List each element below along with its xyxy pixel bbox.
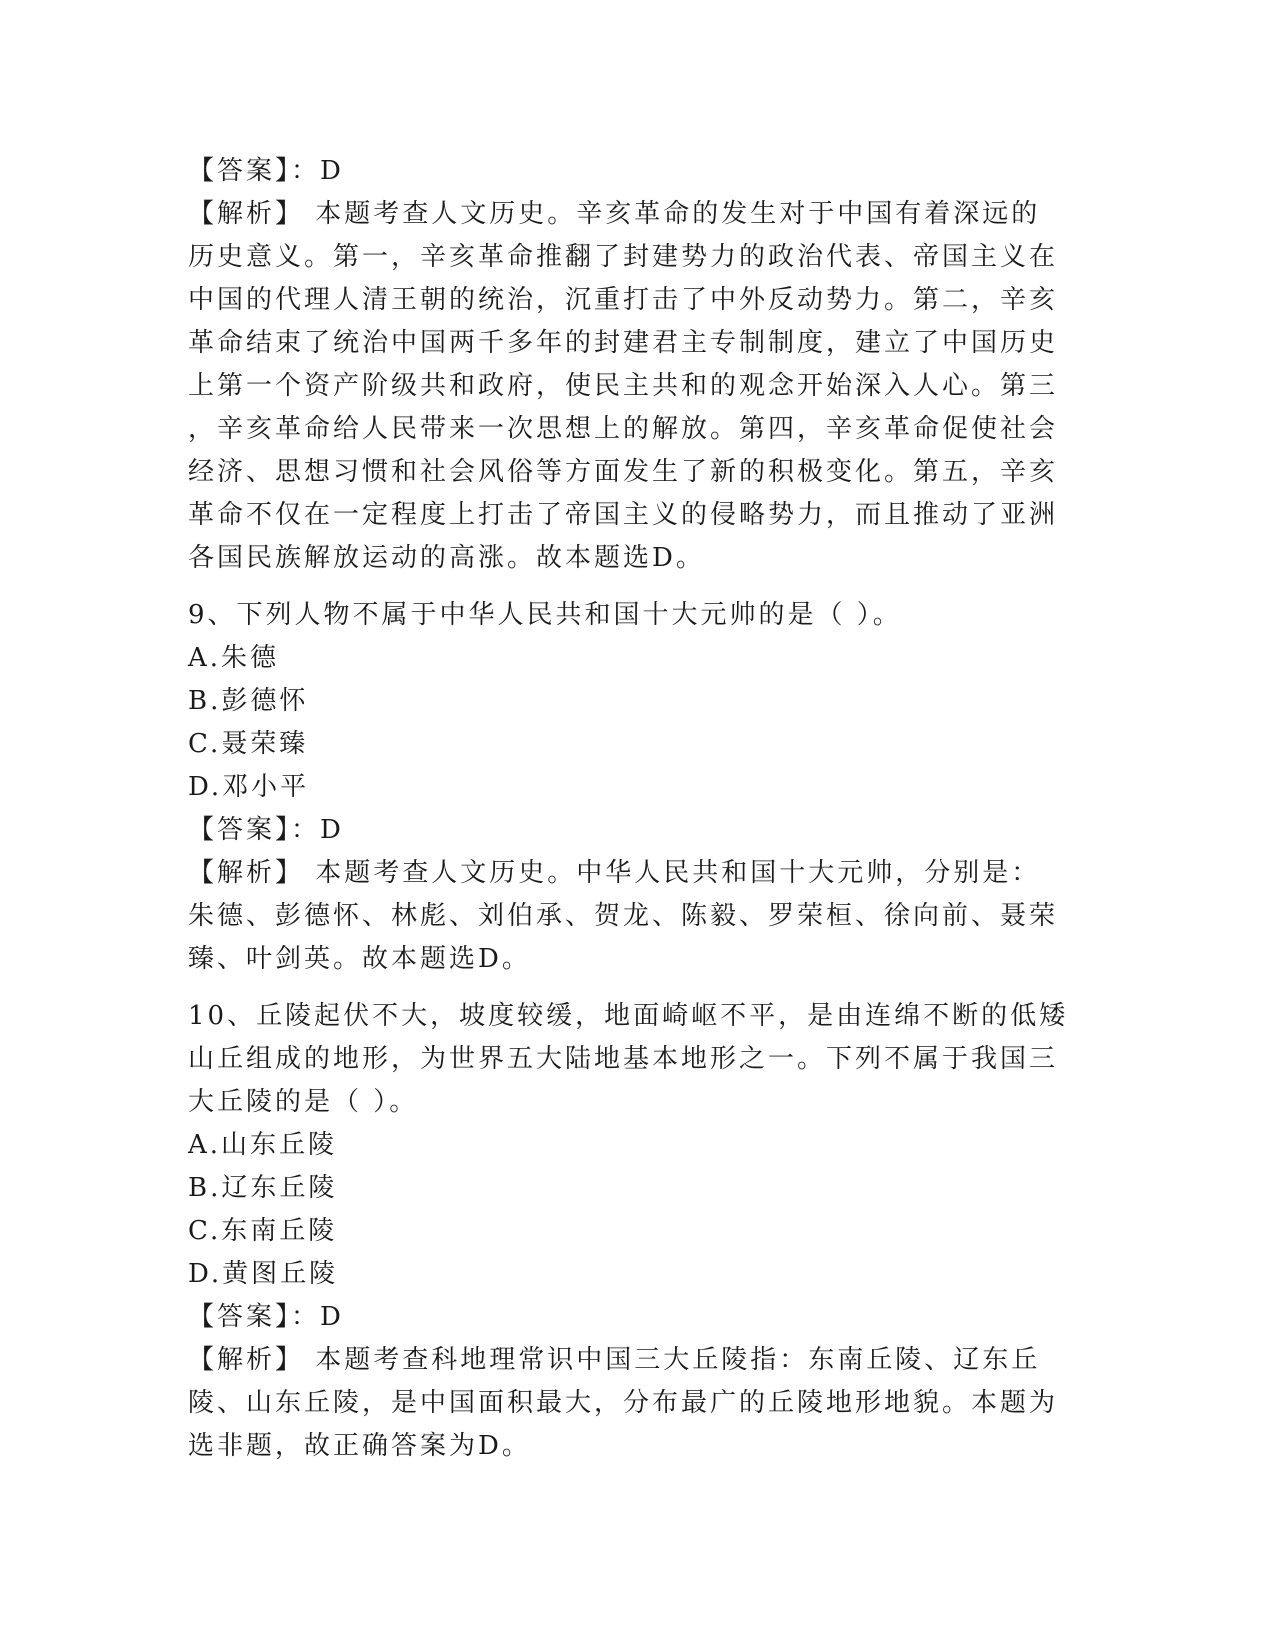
analysis-line: 经济、思想习惯和社会风俗等方面发生了新的积极变化。第五，辛亥: [188, 457, 1059, 487]
analysis-line: 【解析】 本题考查科地理常识中国三大丘陵指：东南丘陵、辽东丘: [188, 1345, 1041, 1375]
analysis-line: 革命结束了统治中国两千多年的封建君主专制制度，建立了中国历史: [188, 328, 1059, 358]
analysis-line: 【解析】 本题考查人文历史。辛亥革命的发生对于中国有着深远的: [188, 199, 1041, 229]
analysis-line: 上第一个资产阶级共和政府，使民主共和的观念开始深入人心。第三: [188, 371, 1059, 401]
analysis-line: 中国的代理人清王朝的统治，沉重打击了中外反动势力。第二，辛亥: [188, 285, 1059, 315]
analysis-line: 朱德、彭德怀、林彪、刘伯承、贺龙、陈毅、罗荣桓、徐向前、聂荣: [188, 901, 1059, 931]
question-text: 大丘陵的是（ ）。: [188, 1087, 419, 1117]
question-text: 山丘组成的地形，为世界五大陆地基本地形之一。下列不属于我国三: [188, 1044, 1059, 1074]
block1: [188, 150, 1068, 580]
analysis-line: 【解析】 本题考查人文历史。中华人民共和国十大元帅，分别是：: [188, 858, 1041, 888]
analysis-line: 选非题，故正确答案为D。: [188, 1431, 531, 1461]
question-text: 9、下列人物不属于中华人民共和国十大元帅的是（ ）。: [188, 600, 902, 630]
spacer: [188, 981, 1068, 995]
analysis-line: ，辛亥革命给人民带来一次思想上的解放。第四，辛亥革命促使社会: [188, 414, 1059, 444]
analysis-line: 臻、叶剑英。故本题选D。: [188, 944, 531, 974]
answer-line: 【答案】：D: [188, 156, 344, 186]
analysis-line: 革命不仅在一定程度上打击了帝国主义的侵略势力，而且推动了亚洲: [188, 500, 1059, 530]
option-c: C.东南丘陵: [188, 1216, 338, 1246]
option-b: B.彭德怀: [188, 686, 309, 716]
analysis-line: 陵、山东丘陵，是中国面积最大，分布最广的丘陵地形地貌。本题为: [188, 1388, 1059, 1418]
spacer: [188, 580, 1068, 594]
question-text: 10、丘陵起伏不大，坡度较缓，地面崎岖不平，是由连绵不断的低矮: [188, 1001, 1069, 1031]
answer-line: 【答案】：D: [188, 815, 344, 845]
question-10: [188, 995, 1068, 1468]
analysis-line: 历史意义。第一，辛亥革命推翻了封建势力的政治代表、帝国主义在: [188, 242, 1059, 272]
analysis-line: 各国民族解放运动的高涨。故本题选D。: [188, 543, 705, 573]
option-b: B.辽东丘陵: [188, 1173, 338, 1203]
document-page: [188, 150, 1068, 1468]
option-d: D.邓小平: [188, 772, 310, 802]
option-a: A.朱德: [188, 643, 280, 673]
option-a: A.山东丘陵: [188, 1130, 338, 1160]
option-c: C.聂荣臻: [188, 729, 309, 759]
question-9: [188, 594, 1068, 981]
answer-line: 【答案】：D: [188, 1302, 344, 1332]
option-d: D.黄图丘陵: [188, 1259, 339, 1289]
